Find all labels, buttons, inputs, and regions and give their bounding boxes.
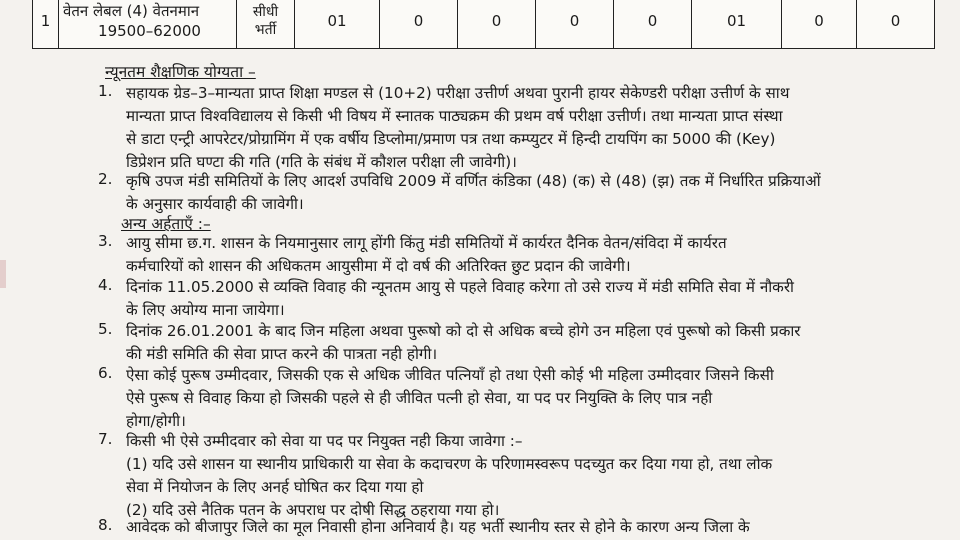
page-edge-mark (0, 260, 6, 288)
qualification-heading: न्यूनतम शैक्षणिक योग्यता – (105, 63, 256, 81)
item-line: (1) यदि उसे शासन या स्थानीय प्राधिकारी या सेवा के कदाचरण के परिणामस्वरूप पदच्युत कर दिया गया हो, तथा लोक (126, 455, 773, 473)
list-item (100, 170, 821, 216)
table-cell: 0 (380, 0, 458, 49)
item-line: आयु सीमा छ.ग. शासन के नियमानुसार लागू होंगी किंतु मंडी समितियों में कार्यरत दैनिक वेतन/संविदा में कार्यरत (126, 234, 727, 252)
table-cell: 0 (782, 0, 857, 49)
item-number: 3. (98, 232, 113, 250)
item-line: आवेदक को बीजापुर जिले का मूल निवासी होना अनिवार्य है। यह भर्ती स्थानीय स्तर से होने के कारण अन्य जिला के (126, 518, 750, 536)
table-cell: 0 (857, 0, 935, 49)
item-number: 7. (98, 430, 113, 448)
recruitment-method-cell (237, 0, 295, 49)
list-item (100, 320, 801, 366)
item-line: के लिए अयोग्य माना जायेगा। (126, 301, 285, 319)
item-line: दिनांक 26.01.2001 के बाद जिन महिला अथवा पुरूषो को दो से अधिक बच्चे होगे उन महिला एवं पुरूषो को किसी प्रकार (126, 322, 801, 340)
item-line: दिनांक 11.05.2000 से व्यक्ति विवाह की न्यूनतम आयु से पहले विवाह करेगा तो उसे राज्य में मंडी समिति सेवा में नौकरी (126, 278, 794, 296)
list-item (100, 232, 727, 278)
table-cell: 01 (295, 0, 380, 49)
item-line: से डाटा एन्ट्री आपरेटर/प्रोग्रामिंग में एक वर्षीय डिप्लोमा/प्रमाण पत्र तथा कम्प्युटर में हिन्दी टायपिंग का 5000 की (Key) (126, 130, 776, 148)
method-line-2: भर्ती (254, 21, 277, 38)
item-line: डिप्रेशन प्रति घण्टा की गति (गति के संबंध में कौशल परीक्षा ली जावेगी)। (126, 153, 517, 171)
method-line-1: सीधी (252, 3, 279, 20)
item-line: सहायक ग्रेड–3–मान्यता प्राप्त शिक्षा मण्डल से (10+2) परीक्षा उत्तीर्ण अथवा पुरानी हायर सेकेण्डरी परीक्षा उत्तीर्ण के साथ (126, 84, 790, 102)
item-line: ऐसा कोई पुरूष उम्मीदवार, जिसकी एक से अधिक जीवित पत्नियॉं हो तथा ऐसी कोई भी महिला उम्मीदवार जिसने किसी (126, 366, 774, 384)
item-number: 6. (98, 364, 113, 382)
item-line: कर्मचारियों को शासन की अधिकतम आयुसीमा में दो वर्ष की अतिरिक्त छुट प्रदान की जावेगी। (126, 257, 631, 275)
item-number: 1. (98, 82, 113, 100)
list-item (100, 430, 772, 522)
vacancy-table (32, 0, 935, 49)
item-line: होगा/होगी। (126, 412, 186, 430)
post-cell (59, 0, 237, 49)
post-name: वेतन लेबल (4) वेतनमान (63, 1, 200, 20)
item-line: किसी भी ऐसे उम्मीदवार को सेवा या पद पर नियुक्त नही किया जावेगा :– (126, 432, 523, 450)
list-item (100, 364, 774, 433)
list-item (100, 82, 789, 174)
table-row (33, 0, 935, 49)
list-item (100, 516, 750, 539)
item-line: कृषि उपज मंडी समितियों के लिए आदर्श उपविधि 2009 में वर्णित कंडिका (48) (क) से (48) (झ) तक में निर्धारित प्रक्रियाओं (126, 172, 821, 190)
item-line: सेवा में नियोजन के लिए अनर्ह घोषित कर दिया गया हो (126, 478, 424, 496)
item-line: (2) यदि उसे नैतिक पतन के अपराध पर दोषी सिद्ध ठहराया गया हो। (126, 501, 500, 519)
list-item (100, 276, 794, 322)
table-cell: 0 (458, 0, 536, 49)
other-qualifications-heading: अन्य अर्हताऍं :– (121, 215, 211, 233)
item-line: ऐसे पुरूष से विवाह किया हो जिसकी पहले से ही जीवित पत्नी हो सेवा, या पद पर नियुक्ति के लिए पात्र नही (126, 389, 713, 407)
item-line: के अनुसार कार्यवाही की जावेगी। (126, 195, 304, 213)
item-number: 5. (98, 320, 113, 338)
pay-scale: 19500–62000 (98, 21, 201, 40)
item-number: 2. (98, 170, 113, 188)
table-cell: 0 (536, 0, 614, 49)
table-cell: 01 (692, 0, 782, 49)
item-line: की मंडी समिति की सेवा प्राप्त करने की पात्रता नही होगी। (126, 345, 438, 363)
item-line: मान्यता प्राप्त विश्वविद्यालय से किसी भी विषय में स्नातक पाठ्यक्रम की प्रथम वर्ष परीक्षा उत्तीर्ण। तथा मान्यता प्राप्त संस्था (126, 107, 783, 125)
table-cell: 0 (614, 0, 692, 49)
item-number: 4. (98, 276, 113, 294)
item-number: 8. (98, 516, 113, 534)
serial-number-cell: 1 (33, 0, 59, 49)
